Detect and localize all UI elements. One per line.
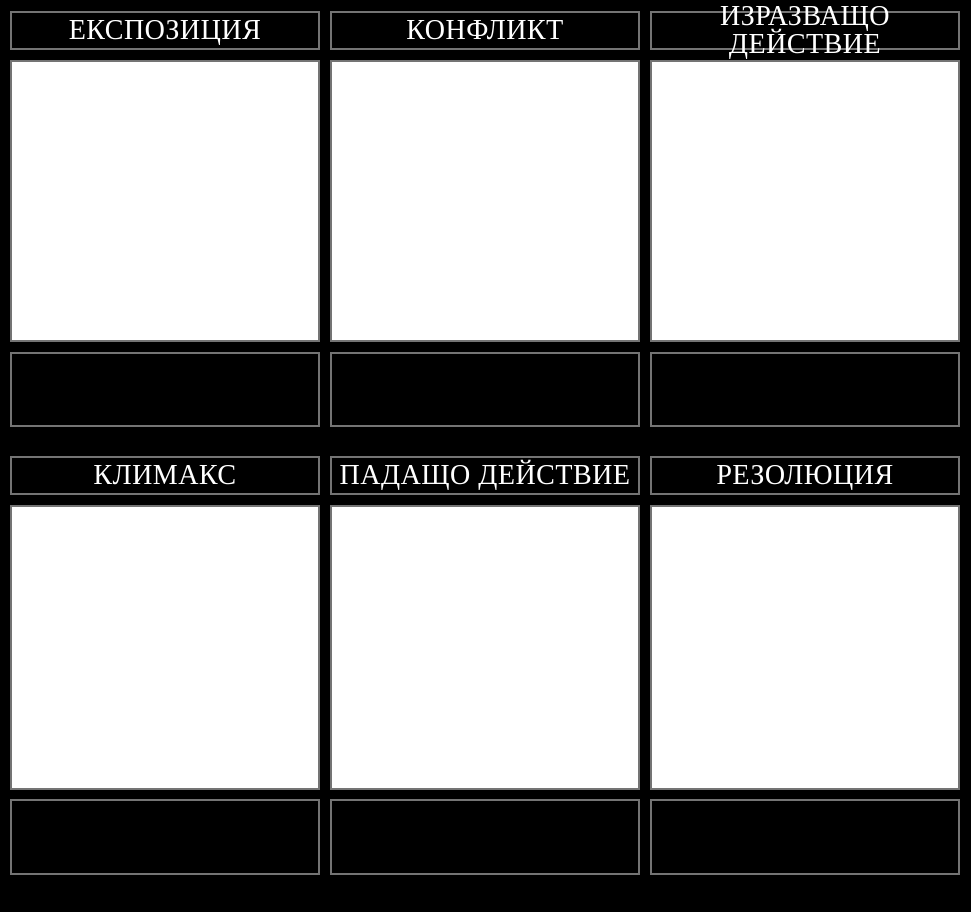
panel-drawing-area[interactable] bbox=[10, 505, 320, 790]
storyboard-panel-resolution bbox=[650, 456, 960, 875]
panel-drawing-area[interactable] bbox=[10, 60, 320, 342]
panel-notes-area[interactable] bbox=[330, 799, 640, 875]
storyboard-panel-conflict bbox=[330, 11, 640, 427]
panel-drawing-area[interactable] bbox=[650, 60, 960, 342]
panel-notes-area[interactable] bbox=[10, 352, 320, 427]
panel-drawing-area[interactable] bbox=[330, 505, 640, 790]
storyboard-panel-climax bbox=[10, 456, 320, 875]
panel-title bbox=[330, 456, 640, 495]
panel-notes-area[interactable] bbox=[650, 352, 960, 427]
panel-title bbox=[10, 456, 320, 495]
panel-title-label: ПАДАЩО ДЕЙСТВИЕ bbox=[339, 459, 631, 491]
panel-notes-area[interactable] bbox=[330, 352, 640, 427]
panel-title-label: ЕКСПОЗИЦИЯ bbox=[68, 14, 262, 46]
panel-title bbox=[650, 456, 960, 495]
panel-notes-area[interactable] bbox=[650, 799, 960, 875]
storyboard-panel-falling-action bbox=[330, 456, 640, 875]
storyboard-panel-rising-action bbox=[650, 0, 960, 427]
panel-drawing-area[interactable] bbox=[330, 60, 640, 342]
panel-title bbox=[650, 0, 960, 60]
panel-drawing-area[interactable] bbox=[650, 505, 960, 790]
panel-title bbox=[330, 11, 640, 50]
panel-title-label: КЛИМАКС bbox=[93, 459, 237, 491]
panel-title bbox=[10, 11, 320, 50]
panel-title-label: РЕЗОЛЮЦИЯ bbox=[716, 459, 894, 491]
panel-title-label: ИЗРАЗВАЩО ДЕЙСТВИЕ bbox=[720, 0, 890, 60]
panel-notes-area[interactable] bbox=[10, 799, 320, 875]
panel-title-label: КОНФЛИКТ bbox=[406, 14, 564, 46]
storyboard-panel-exposition bbox=[10, 11, 320, 427]
